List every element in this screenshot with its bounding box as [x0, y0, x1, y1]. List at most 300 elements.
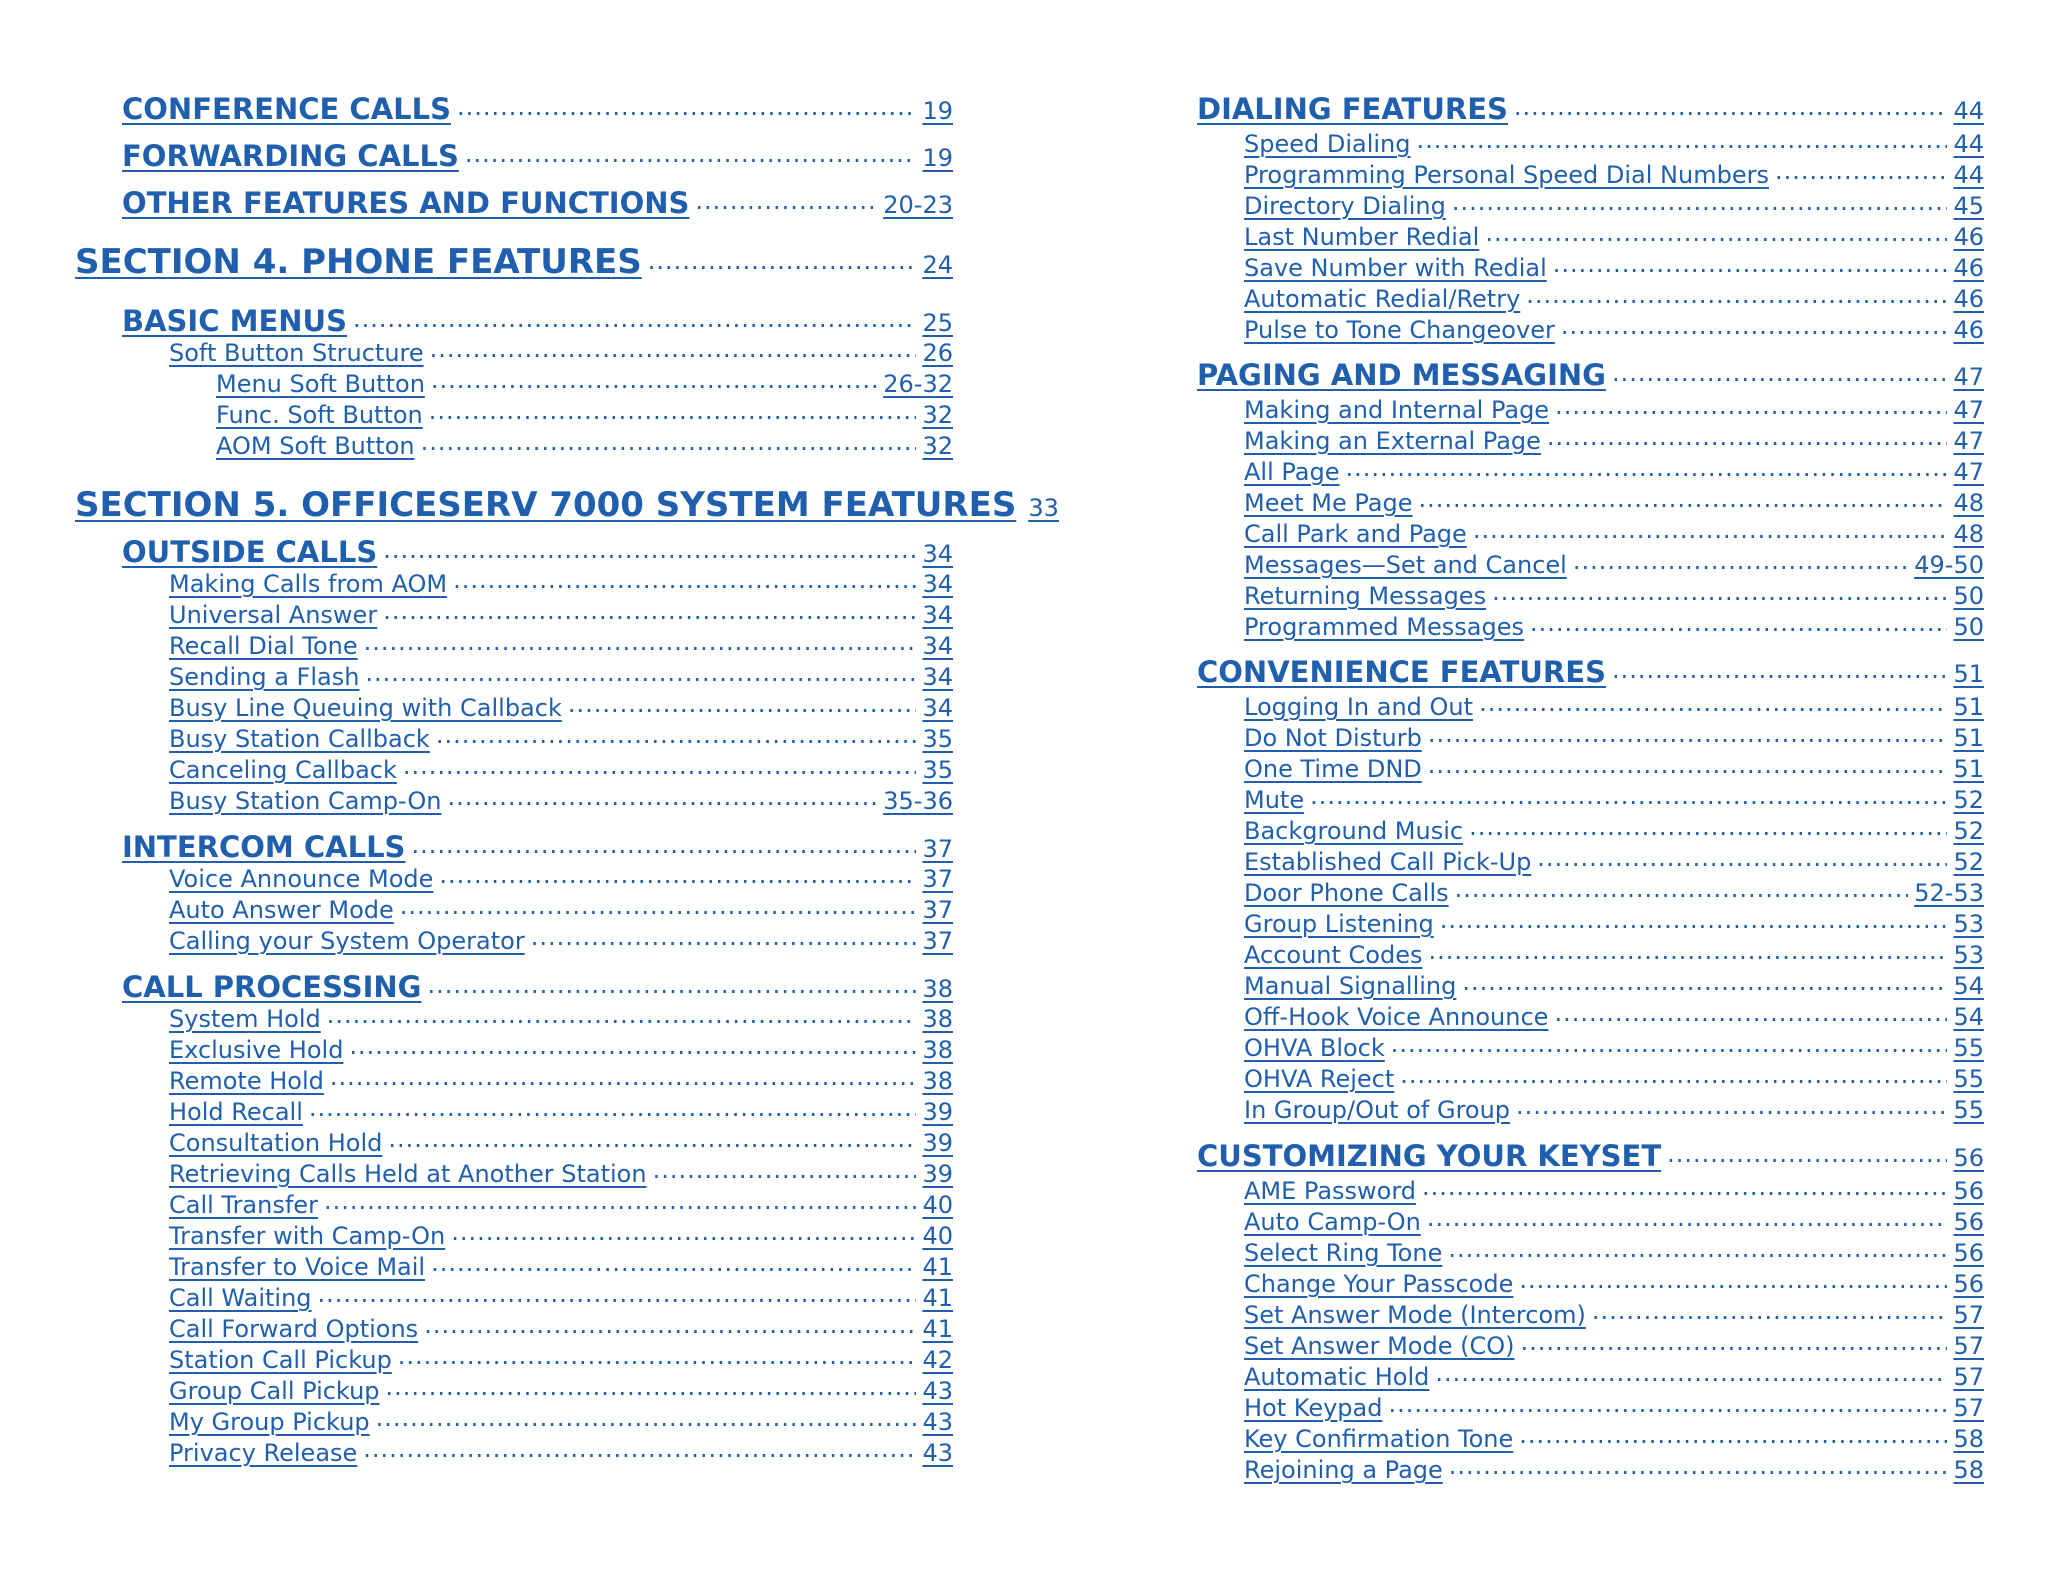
toc-entry-title: Meet Me Page — [1244, 489, 1413, 517]
dot-leader — [1537, 846, 1947, 870]
toc-entry-page-number: 26 — [922, 339, 953, 367]
toc-entry-auto-answer-mode[interactable] — [169, 894, 953, 922]
toc-entry-title: Last Number Redial — [1244, 223, 1480, 251]
dot-leader — [327, 1003, 917, 1027]
dot-leader — [568, 692, 917, 716]
toc-entry-page-number: 43 — [922, 1377, 953, 1405]
toc-entry-transfer-with-camp-on[interactable] — [169, 1220, 953, 1248]
toc-entry-title: Call Waiting — [169, 1284, 312, 1312]
toc-entry-title: CONFERENCE CALLS — [122, 92, 451, 126]
dot-leader — [457, 90, 916, 119]
toc-entry-func-soft-button[interactable] — [216, 399, 953, 427]
dot-leader — [1592, 1299, 1948, 1323]
toc-entry-title: One Time DND — [1244, 755, 1422, 783]
toc-entry-title: Busy Station Camp-On — [169, 787, 442, 815]
dot-leader — [531, 925, 917, 949]
toc-entry-busy-line-queuing-with-callback[interactable] — [169, 692, 953, 720]
dot-leader — [439, 863, 916, 887]
toc-entry-title: AME Password — [1244, 1177, 1417, 1205]
toc-entry-page-number: 34 — [922, 570, 953, 598]
toc-entry-page-number: 46 — [1953, 254, 1984, 282]
toc-entry-returning-messages[interactable] — [1244, 580, 1984, 608]
dot-leader — [421, 430, 917, 454]
toc-entry-automatic-redial-retry[interactable] — [1244, 283, 1984, 311]
toc-entry-meet-me-page[interactable] — [1244, 487, 1984, 515]
toc-entry-call-forward-options[interactable] — [169, 1313, 953, 1341]
dot-leader — [1775, 159, 1947, 183]
toc-entry-title: Logging In and Out — [1244, 693, 1474, 721]
toc-entry-title: SECTION 4. PHONE FEATURES — [75, 242, 642, 282]
toc-entry-page-number: 37 — [922, 835, 953, 863]
toc-entry-messages-set-and-cancel[interactable] — [1244, 549, 1984, 577]
toc-entry-title: Messages—Set and Cancel — [1244, 551, 1567, 579]
toc-entry-page-number: 56 — [1953, 1270, 1984, 1298]
toc-entry-page-number: 55 — [1953, 1034, 1984, 1062]
toc-entry-intercom-calls[interactable] — [122, 828, 953, 862]
toc-entry-title: Making an External Page — [1244, 427, 1541, 455]
toc-entry-select-ring-tone[interactable] — [1244, 1237, 1984, 1265]
toc-entry-group-call-pickup[interactable] — [169, 1375, 953, 1403]
toc-entry-page-number: 52 — [1953, 848, 1984, 876]
dot-leader — [427, 968, 916, 997]
toc-entry-auto-camp-on[interactable] — [1244, 1206, 1984, 1234]
toc-entry-title: CUSTOMIZING YOUR KEYSET — [1197, 1139, 1662, 1173]
toc-entry-page-number: 57 — [1953, 1332, 1984, 1360]
toc-entry-title: Transfer with Camp-On — [169, 1222, 446, 1250]
toc-entry-title: Key Confirmation Tone — [1244, 1425, 1514, 1453]
toc-entry-title: Door Phone Calls — [1244, 879, 1449, 907]
toc-entry-section-5-officeserv-7000-system-features[interactable] — [75, 482, 1059, 525]
toc-entry-title: SECTION 5. OFFICESERV 7000 SYSTEM FEATURES — [75, 485, 1017, 525]
toc-entry-page-number: 25 — [922, 309, 953, 337]
toc-entry-title: PAGING AND MESSAGING — [1197, 358, 1606, 392]
toc-entry-title: CONVENIENCE FEATURES — [1197, 655, 1606, 689]
dot-leader — [309, 1096, 917, 1120]
toc-entry-page-number: 35 — [922, 756, 953, 784]
toc-entry-hot-keypad[interactable] — [1244, 1392, 1984, 1420]
dot-leader — [1667, 1137, 1947, 1166]
dot-leader — [383, 533, 916, 562]
toc-entry-title: OHVA Block — [1244, 1034, 1385, 1062]
toc-entry-page-number: 37 — [922, 927, 953, 955]
toc-entry-my-group-pickup[interactable] — [169, 1406, 953, 1434]
toc-entry-page-number: 43 — [922, 1439, 953, 1467]
toc-entry-page-number: 52 — [1953, 817, 1984, 845]
toc-entry-busy-station-callback[interactable] — [169, 723, 953, 751]
toc-entry-title: Set Answer Mode (CO) — [1244, 1332, 1515, 1360]
toc-entry-title: Manual Signalling — [1244, 972, 1457, 1000]
toc-entry-background-music[interactable] — [1244, 815, 1984, 843]
toc-entry-page-number: 55 — [1953, 1096, 1984, 1124]
dot-leader — [430, 337, 917, 361]
dot-leader — [1455, 877, 1909, 901]
toc-entry-page-number: 35-36 — [883, 787, 953, 815]
toc-entry-title: Retrieving Calls Held at Another Station — [169, 1160, 647, 1188]
toc-entry-title: OHVA Reject — [1244, 1065, 1395, 1093]
toc-entry-page-number: 49-50 — [1914, 551, 1984, 579]
toc-entry-call-transfer[interactable] — [169, 1189, 953, 1217]
toc-entry-page-number: 56 — [1953, 1177, 1984, 1205]
toc-entry-title: Programming Personal Speed Dial Numbers — [1244, 161, 1769, 189]
dot-leader — [465, 137, 917, 166]
toc-entry-page-number: 57 — [1953, 1301, 1984, 1329]
dot-leader — [1448, 1237, 1947, 1261]
dot-leader — [1462, 970, 1947, 994]
dot-leader — [1554, 1001, 1947, 1025]
dot-leader — [349, 1034, 916, 1058]
dot-leader — [1449, 1454, 1948, 1478]
toc-entry-ohva-reject[interactable] — [1244, 1063, 1984, 1091]
dot-leader — [1612, 356, 1948, 385]
toc-entry-paging-and-messaging[interactable] — [1197, 356, 1984, 390]
toc-entry-call-processing[interactable] — [122, 968, 953, 1002]
toc-entry-page-number: 55 — [1953, 1065, 1984, 1093]
dot-leader — [424, 1313, 916, 1337]
toc-entry-page-number: 44 — [1953, 130, 1984, 158]
dot-leader — [1485, 221, 1947, 245]
toc-entry-title: Mute — [1244, 786, 1305, 814]
dot-leader — [1345, 456, 1947, 480]
toc-entry-title: Select Ring Tone — [1244, 1239, 1443, 1267]
toc-entry-title: Returning Messages — [1244, 582, 1487, 610]
toc-entry-page-number: 46 — [1953, 316, 1984, 344]
toc-entry-page-number: 45 — [1953, 192, 1984, 220]
toc-entry-station-call-pickup[interactable] — [169, 1344, 953, 1372]
toc-entry-page-number: 56 — [1953, 1239, 1984, 1267]
toc-entry-page-number: 33 — [1028, 494, 1059, 522]
toc-entry-page-number: 41 — [922, 1284, 953, 1312]
toc-entry-page-number: 58 — [1953, 1425, 1984, 1453]
toc-entry-page-number: 56 — [1953, 1144, 1984, 1172]
toc-entry-page-number: 39 — [922, 1098, 953, 1126]
dot-leader — [1473, 518, 1948, 542]
toc-entry-title: Pulse to Tone Changeover — [1244, 316, 1555, 344]
toc-entry-title: Automatic Hold — [1244, 1363, 1430, 1391]
toc-entry-door-phone-calls[interactable] — [1244, 877, 1984, 905]
toc-entry-page-number: 51 — [1953, 724, 1984, 752]
dot-leader — [436, 723, 917, 747]
toc-entry-title: DIALING FEATURES — [1197, 92, 1508, 126]
dot-leader — [695, 184, 877, 213]
toc-entry-page-number: 32 — [922, 401, 953, 429]
toc-entry-automatic-hold[interactable] — [1244, 1361, 1984, 1389]
toc-entry-programming-personal-speed-dial-numbers[interactable] — [1244, 159, 1984, 187]
toc-entry-title: Do Not Disturb — [1244, 724, 1422, 752]
toc-entry-page-number: 41 — [922, 1315, 953, 1343]
toc-entry-page-number: 51 — [1953, 755, 1984, 783]
toc-entry-title: Directory Dialing — [1244, 192, 1446, 220]
toc-entry-conference-calls[interactable] — [122, 90, 953, 124]
toc-entry-outside-calls[interactable] — [122, 533, 953, 567]
toc-entry-page-number: 34 — [922, 694, 953, 722]
toc-entry-all-page[interactable] — [1244, 456, 1984, 484]
toc-entry-pulse-to-tone-changeover[interactable] — [1244, 314, 1984, 342]
toc-entry-page-number: 47 — [1953, 458, 1984, 486]
toc-entry-ohva-block[interactable] — [1244, 1032, 1984, 1060]
toc-entry-title: Hold Recall — [169, 1098, 303, 1126]
toc-entry-title: Transfer to Voice Mail — [169, 1253, 426, 1281]
toc-entry-sending-a-flash[interactable] — [169, 661, 953, 689]
toc-entry-soft-button-structure[interactable] — [169, 337, 953, 365]
dot-leader — [1427, 1206, 1948, 1230]
toc-entry-title: Call Forward Options — [169, 1315, 419, 1343]
toc-entry-page-number: 38 — [922, 975, 953, 1003]
toc-entry-universal-answer[interactable] — [169, 599, 953, 627]
toc-entry-title: Making and Internal Page — [1244, 396, 1550, 424]
toc-entry-other-features-and-functions[interactable] — [122, 184, 953, 218]
toc-entry-title: Call Park and Page — [1244, 520, 1467, 548]
toc-entry-making-and-internal-page[interactable] — [1244, 394, 1984, 422]
toc-entry-page-number: 48 — [1953, 489, 1984, 517]
toc-entry-title: Programmed Messages — [1244, 613, 1524, 641]
toc-entry-title: Rejoining a Page — [1244, 1456, 1443, 1484]
toc-entry-page-number: 46 — [1953, 223, 1984, 251]
dot-leader — [1428, 722, 1948, 746]
toc-entry-page-number: 56 — [1953, 1208, 1984, 1236]
toc-entry-customizing-your-keyset[interactable] — [1197, 1137, 1984, 1171]
toc-entry-title: Sending a Flash — [169, 663, 360, 691]
toc-entry-page-number: 19 — [922, 144, 953, 172]
toc-entry-page-number: 51 — [1953, 660, 1984, 688]
toc-entry-title: Universal Answer — [169, 601, 378, 629]
toc-entry-page-number: 44 — [1953, 97, 1984, 125]
toc-entry-title: Recall Dial Tone — [169, 632, 358, 660]
dot-leader — [653, 1158, 917, 1182]
toc-entry-page-number: 32 — [922, 432, 953, 460]
toc-entry-title: Save Number with Redial — [1244, 254, 1547, 282]
dot-leader — [1417, 128, 1948, 152]
toc-entry-mute[interactable] — [1244, 784, 1984, 812]
dot-leader — [363, 1437, 916, 1461]
dot-leader — [353, 302, 916, 331]
toc-entry-title: Exclusive Hold — [169, 1036, 344, 1064]
toc-entry-page-number: 20-23 — [883, 191, 953, 219]
toc-entry-making-calls-from-aom[interactable] — [169, 568, 953, 596]
dot-leader — [318, 1282, 917, 1306]
dot-leader — [1400, 1063, 1947, 1087]
toc-entry-title: Busy Station Callback — [169, 725, 430, 753]
toc-entry-page-number: 46 — [1953, 285, 1984, 313]
toc-entry-title: OTHER FEATURES AND FUNCTIONS — [122, 186, 690, 220]
toc-entry-title: Group Call Pickup — [169, 1377, 380, 1405]
toc-entry-title: Hot Keypad — [1244, 1394, 1383, 1422]
toc-entry-set-answer-mode-co[interactable] — [1244, 1330, 1984, 1358]
dot-leader — [1388, 1392, 1947, 1416]
toc-entry-privacy-release[interactable] — [169, 1437, 953, 1465]
toc-entry-established-call-pick-up[interactable] — [1244, 846, 1984, 874]
toc-entry-aom-soft-button[interactable] — [216, 430, 953, 458]
dot-leader — [1428, 753, 1948, 777]
toc-entry-ame-password[interactable] — [1244, 1175, 1984, 1203]
dot-leader — [376, 1406, 917, 1430]
toc-entry-page-number: 54 — [1953, 972, 1984, 1000]
toc-entry-calling-your-system-operator[interactable] — [169, 925, 953, 953]
toc-entry-section-4-phone-features[interactable] — [75, 239, 953, 282]
toc-entry-last-number-redial[interactable] — [1244, 221, 1984, 249]
toc-entry-in-group-out-of-group[interactable] — [1244, 1094, 1984, 1122]
toc-entry-remote-hold[interactable] — [169, 1065, 953, 1093]
toc-entry-title: Auto Camp-On — [1244, 1208, 1421, 1236]
toc-entry-basic-menus[interactable] — [122, 302, 953, 336]
toc-entry-page-number: 34 — [922, 632, 953, 660]
toc-entry-page-number: 43 — [922, 1408, 953, 1436]
toc-entry-title: Station Call Pickup — [169, 1346, 392, 1374]
toc-entry-page-number: 47 — [1953, 396, 1984, 424]
dot-leader — [1435, 1361, 1947, 1385]
toc-entry-group-listening[interactable] — [1244, 908, 1984, 936]
dot-leader — [1440, 908, 1948, 932]
toc-entry-page-number: 50 — [1953, 613, 1984, 641]
toc-entry-title: Background Music — [1244, 817, 1464, 845]
dot-leader — [1555, 394, 1947, 418]
toc-entry-hold-recall[interactable] — [169, 1096, 953, 1124]
toc-entry-forwarding-calls[interactable] — [122, 137, 953, 171]
toc-entry-programmed-messages[interactable] — [1244, 611, 1984, 639]
dot-leader — [324, 1189, 917, 1213]
toc-entry-page-number: 57 — [1953, 1363, 1984, 1391]
toc-entry-dialing-features[interactable] — [1197, 90, 1984, 124]
toc-entry-exclusive-hold[interactable] — [169, 1034, 953, 1062]
dot-leader — [1310, 784, 1947, 808]
toc-entry-logging-in-and-out[interactable] — [1244, 691, 1984, 719]
dot-leader — [411, 828, 916, 857]
toc-entry-page-number: 52 — [1953, 786, 1984, 814]
toc-entry-page-number: 39 — [922, 1129, 953, 1157]
toc-entry-making-an-external-page[interactable] — [1244, 425, 1984, 453]
toc-entry-transfer-to-voice-mail[interactable] — [169, 1251, 953, 1279]
toc-entry-page-number: 19 — [922, 97, 953, 125]
dot-leader — [386, 1375, 917, 1399]
toc-entry-key-confirmation-tone[interactable] — [1244, 1423, 1984, 1451]
toc-entry-page-number: 57 — [1953, 1394, 1984, 1422]
toc-entry-page-number: 40 — [922, 1191, 953, 1219]
toc-entry-title: Func. Soft Button — [216, 401, 423, 429]
toc-entry-page-number: 40 — [922, 1222, 953, 1250]
dot-leader — [1428, 939, 1947, 963]
toc-entry-title: Calling your System Operator — [169, 927, 525, 955]
toc-entry-title: FORWARDING CALLS — [122, 139, 459, 173]
toc-entry-menu-soft-button[interactable] — [216, 368, 953, 396]
toc-entry-page-number: 37 — [922, 865, 953, 893]
toc-entry-title: OUTSIDE CALLS — [122, 535, 378, 569]
toc-entry-directory-dialing[interactable] — [1244, 190, 1984, 218]
dot-leader — [1391, 1032, 1948, 1056]
toc-entry-title: All Page — [1244, 458, 1340, 486]
toc-entry-page-number: 34 — [922, 540, 953, 568]
dot-leader — [1561, 314, 1948, 338]
toc-entry-page-number: 50 — [1953, 582, 1984, 610]
toc-entry-title: Consultation Hold — [169, 1129, 383, 1157]
toc-entry-page-number: 42 — [922, 1346, 953, 1374]
toc-entry-busy-station-camp-on[interactable] — [169, 785, 953, 813]
toc-entry-recall-dial-tone[interactable] — [169, 630, 953, 658]
toc-entry-page-number: 48 — [1953, 520, 1984, 548]
toc-entry-voice-announce-mode[interactable] — [169, 863, 953, 891]
toc-entry-title: Account Codes — [1244, 941, 1423, 969]
toc-entry-title: Established Call Pick-Up — [1244, 848, 1532, 876]
toc-entry-page-number: 34 — [922, 601, 953, 629]
toc-entry-title: Off-Hook Voice Announce — [1244, 1003, 1549, 1031]
toc-entry-title: Group Listening — [1244, 910, 1434, 938]
toc-entry-page-number: 47 — [1953, 363, 1984, 391]
toc-entry-title: In Group/Out of Group — [1244, 1096, 1511, 1124]
toc-entry-account-codes[interactable] — [1244, 939, 1984, 967]
dot-leader — [1519, 1268, 1947, 1292]
toc-entry-title: Auto Answer Mode — [169, 896, 394, 924]
toc-entry-retrieving-calls-held-at-another-station[interactable] — [169, 1158, 953, 1186]
toc-entry-title: Set Answer Mode (Intercom) — [1244, 1301, 1586, 1329]
toc-entry-canceling-callback[interactable] — [169, 754, 953, 782]
toc-entry-title: Busy Line Queuing with Callback — [169, 694, 562, 722]
dot-leader — [365, 661, 916, 685]
toc-entry-title: My Group Pickup — [169, 1408, 370, 1436]
toc-entry-page-number: 35 — [922, 725, 953, 753]
toc-entry-speed-dialing[interactable] — [1244, 128, 1984, 156]
toc-entry-page-number: 44 — [1953, 161, 1984, 189]
dot-leader — [1422, 1175, 1947, 1199]
toc-entry-call-waiting[interactable] — [169, 1282, 953, 1310]
toc-entry-page-number: 41 — [922, 1253, 953, 1281]
toc-entry-convenience-features[interactable] — [1197, 653, 1984, 687]
toc-entry-title: AOM Soft Button — [216, 432, 415, 460]
toc-entry-title: Automatic Redial/Retry — [1244, 285, 1521, 313]
dot-leader — [1612, 653, 1947, 682]
toc-entry-page-number: 37 — [922, 896, 953, 924]
dot-leader — [451, 1220, 916, 1244]
toc-entry-title: Call Transfer — [169, 1191, 318, 1219]
toc-entry-one-time-dnd[interactable] — [1244, 753, 1984, 781]
toc-entry-change-your-passcode[interactable] — [1244, 1268, 1984, 1296]
dot-leader — [1479, 691, 1947, 715]
dot-leader — [1519, 1423, 1947, 1447]
toc-entry-page-number: 38 — [922, 1036, 953, 1064]
toc-entry-title: Privacy Release — [169, 1439, 358, 1467]
dot-leader — [1573, 549, 1908, 573]
toc-entry-title: Canceling Callback — [169, 756, 397, 784]
toc-entry-page-number: 52-53 — [1914, 879, 1984, 907]
dot-leader — [1530, 611, 1947, 635]
toc-entry-do-not-disturb[interactable] — [1244, 722, 1984, 750]
toc-entry-title: Making Calls from AOM — [169, 570, 448, 598]
toc-entry-off-hook-voice-announce[interactable] — [1244, 1001, 1984, 1029]
toc-entry-page-number: 38 — [922, 1005, 953, 1033]
dot-leader — [330, 1065, 917, 1089]
toc-entry-title: BASIC MENUS — [122, 304, 347, 338]
dot-leader — [431, 1251, 916, 1275]
toc-entry-page-number: 47 — [1953, 427, 1984, 455]
dot-leader — [429, 399, 917, 423]
toc-entry-set-answer-mode-intercom[interactable] — [1244, 1299, 1984, 1327]
dot-leader — [1526, 283, 1947, 307]
toc-entry-title: CALL PROCESSING — [122, 970, 422, 1004]
toc-entry-manual-signalling[interactable] — [1244, 970, 1984, 998]
toc-entry-save-number-with-redial[interactable] — [1244, 252, 1984, 280]
dot-leader — [453, 568, 916, 592]
toc-entry-call-park-and-page[interactable] — [1244, 518, 1984, 546]
toc-entry-system-hold[interactable] — [169, 1003, 953, 1031]
toc-entry-title: Voice Announce Mode — [169, 865, 434, 893]
toc-entry-rejoining-a-page[interactable] — [1244, 1454, 1984, 1482]
dot-leader — [403, 754, 917, 778]
dot-leader — [1547, 425, 1948, 449]
toc-entry-title: Remote Hold — [169, 1067, 324, 1095]
dot-leader — [447, 785, 877, 809]
toc-entry-title: INTERCOM CALLS — [122, 830, 406, 864]
dot-leader — [383, 599, 916, 623]
toc-entry-consultation-hold[interactable] — [169, 1127, 953, 1155]
toc-entry-page-number: 54 — [1953, 1003, 1984, 1031]
toc-entry-title: Menu Soft Button — [216, 370, 425, 398]
